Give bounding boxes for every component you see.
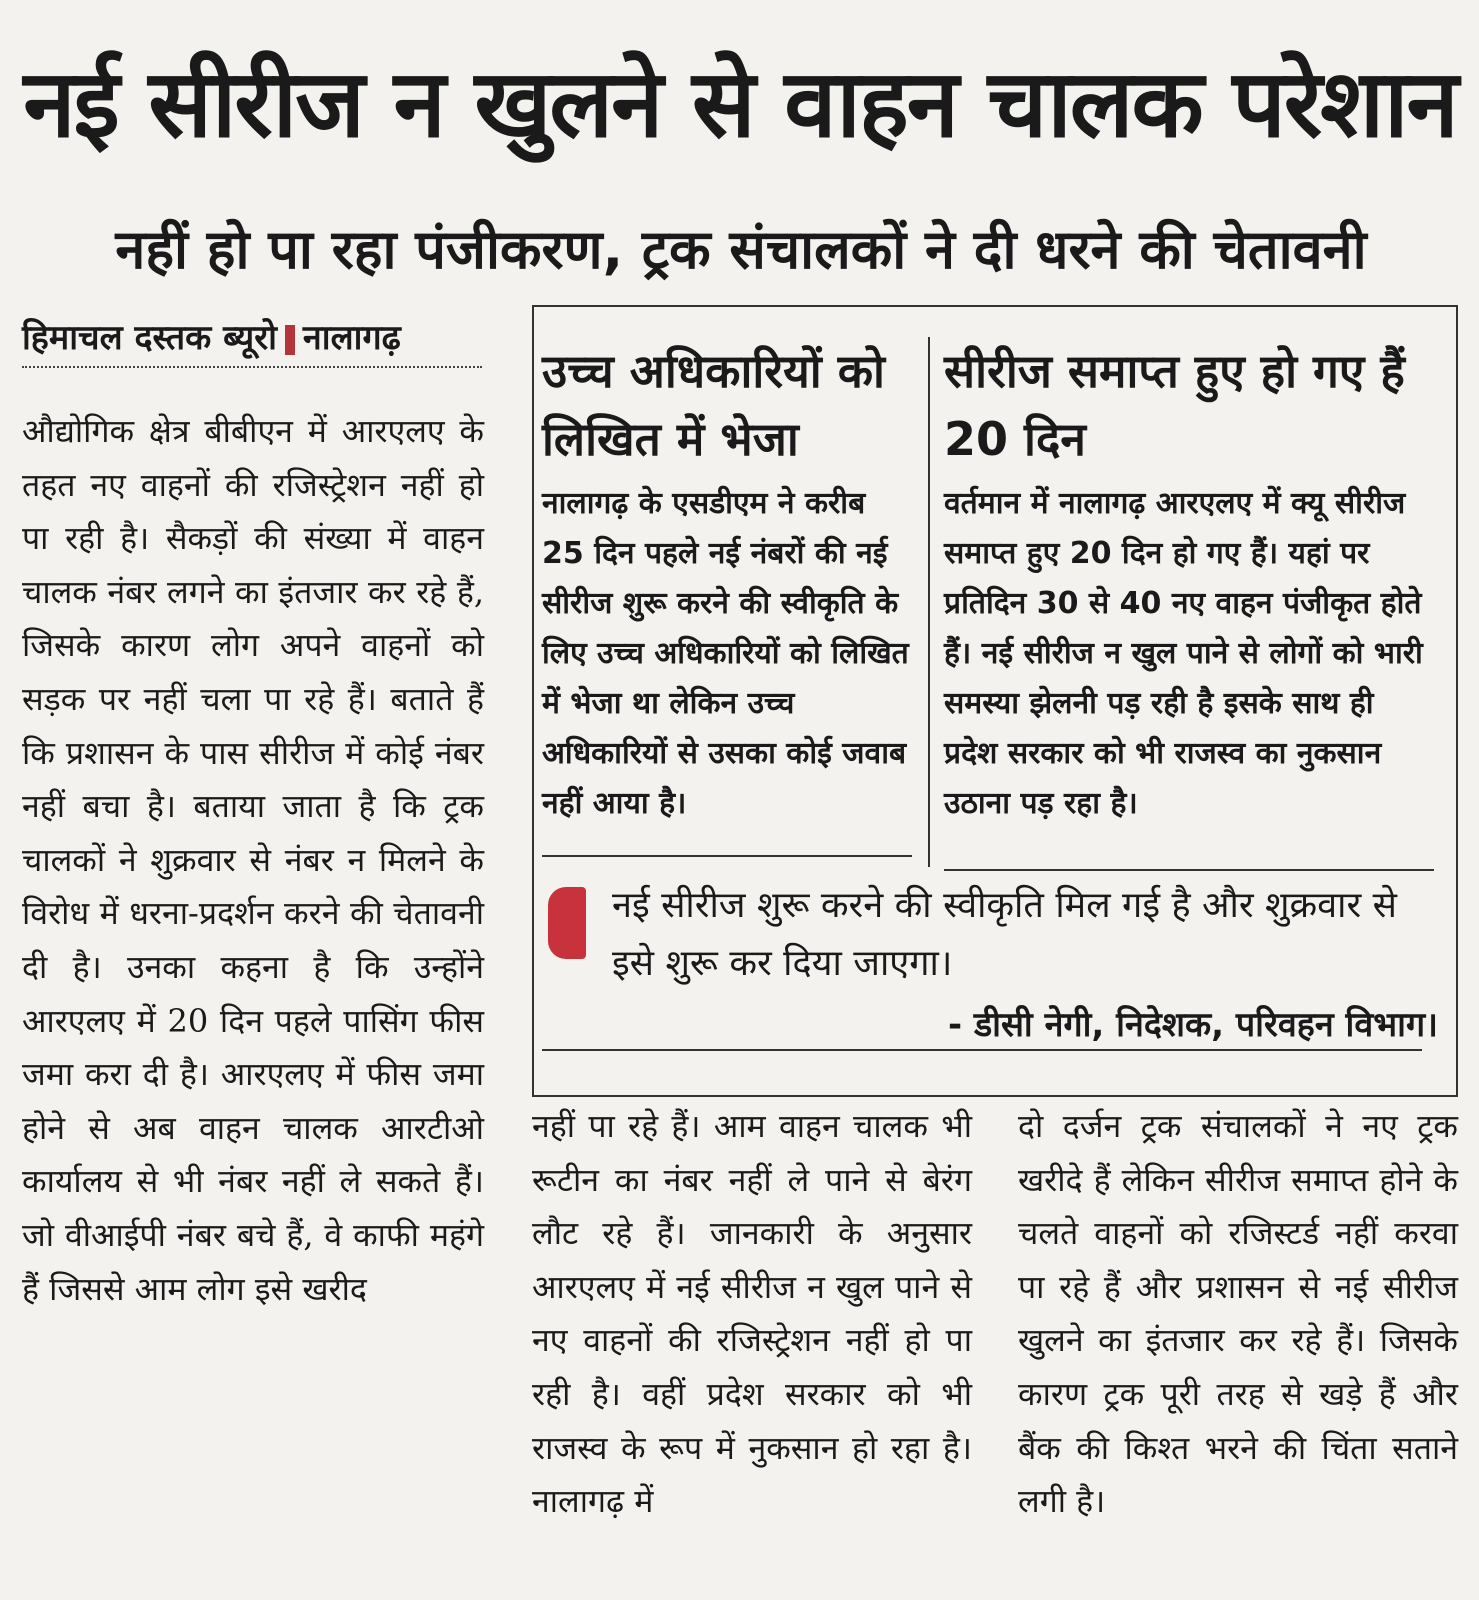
- byline-bureau: हिमाचल दस्तक ब्यूरो: [22, 318, 277, 358]
- box-left-rule: [542, 855, 912, 857]
- byline-separator: [285, 325, 295, 355]
- box-left-heading: उच्च अधिकारियों को लिखित में भेजा: [542, 344, 885, 466]
- byline-location: नालागढ़: [302, 318, 401, 358]
- headline: नई सीरीज न खुलने से वाहन चालक परेशान: [23, 50, 1457, 159]
- box-right-heading: सीरीज समाप्त हुए हो गए हैं 20 दिन: [944, 344, 1405, 466]
- subheadline: नहीं हो पा रहा पंजीकरण, ट्रक संचालकों ने दी धरने की चेतावनी: [115, 218, 1367, 281]
- box-right-text: वर्तमान में नालागढ़ आरएलए में क्यू सीरीज समाप्त हुए 20 दिन हो गए हैं। यहां पर प्रतिदिन 30 से 40 नए वाहन पंजीकृत होते हैं। नई सीरीज न खुल पाने से लोगों को भारी समस्या झेलनी पड़ रही है इसके साथ ही प्रदेश सरकार को भी राजस्व का नुकसान उठाना पड़ रहा है।: [944, 486, 1423, 821]
- body-column-3: दो दर्जन ट्रक संचालकों ने नए ट्रक खरीदे हैं लेकिन सीरीज समाप्त होने के चलते वाहनों को रजिस्टर्ड नहीं करवा पा रहे हैं और प्रशासन से नई सीरीज खुलने का इंतजार कर रहे हैं। जिसके कारण ट्रक पूरी तरह से खड़े हैं और बैंक की किश्त भरने की चिंता सताने लगी है।: [1018, 1107, 1458, 1521]
- byline: [22, 310, 482, 368]
- body-column-1: औद्योगिक क्षेत्र बीबीएन में आरएलए के तहत नए वाहनों की रजिस्ट्रेशन नहीं हो पा रही है। सैकड़ों की संख्या में वाहन चालक नंबर लगने का इंतजार कर रहे हैं, जिसके कारण लोग अपने वाहनों को सड़क पर नहीं चला पा रहे हैं। बताते हैं कि प्रशासन के पास सीरीज में कोई नंबर नहीं बचा है। बताया जाता है कि ट्रक चालकों ने शुक्रवार से नंबर न मिलने के विरोध में धरना-प्रदर्शन करने की चेतावनी दी है। उनका कहना है कि उन्होंने आरएलए में 20 दिन पहले पासिंग फीस जमा करा दी है। आरएलए में फीस जमा होने से अब वाहन चालक आरटीओ कार्यालय से भी नंबर नहीं ले सकते हैं। जो वीआईपी नंबर बचे हैं, वे काफी महंगे हैं जिससे आम लोग इसे खरीद: [22, 412, 484, 1308]
- box-vertical-divider: [928, 337, 930, 867]
- info-box: [532, 305, 1458, 1097]
- box-left-text: नालागढ़ के एसडीएम ने करीब 25 दिन पहले नई नंबरों की नई सीरीज शुरू करने की स्वीकृति के लिए उच्च अधिकारियों को लिखित में भेजा था लेकिन उच्च अधिकारियों से उसका कोई जवाब नहीं आया है।: [542, 486, 909, 821]
- quote-attribution: - डीसी नेगी, निदेशक, परिवहन विभाग।: [948, 1005, 1438, 1045]
- body-column-2: नहीं पा रहे हैं। आम वाहन चालक भी रूटीन का नंबर नहीं ले पाने से बेरंग लौट रहे हैं। जानकारी के अनुसार आरएलए में नई सीरीज न खुल पाने से नए वाहनों की रजिस्ट्रेशन नहीं हो पा रही है। वहीं प्रदेश सरकार को भी राजस्व के रूप में नुकसान हो रहा है। नालागढ़ में: [532, 1107, 972, 1521]
- quote-mark-icon: [548, 887, 586, 959]
- box-bottom-rule: [542, 1049, 1422, 1051]
- box-right-rule: [944, 869, 1434, 871]
- quote-text: नई सीरीज शुरू करने की स्वीकृति मिल गई है और शुक्रवार से इसे शुरू कर दिया जाएगा।: [612, 885, 1397, 984]
